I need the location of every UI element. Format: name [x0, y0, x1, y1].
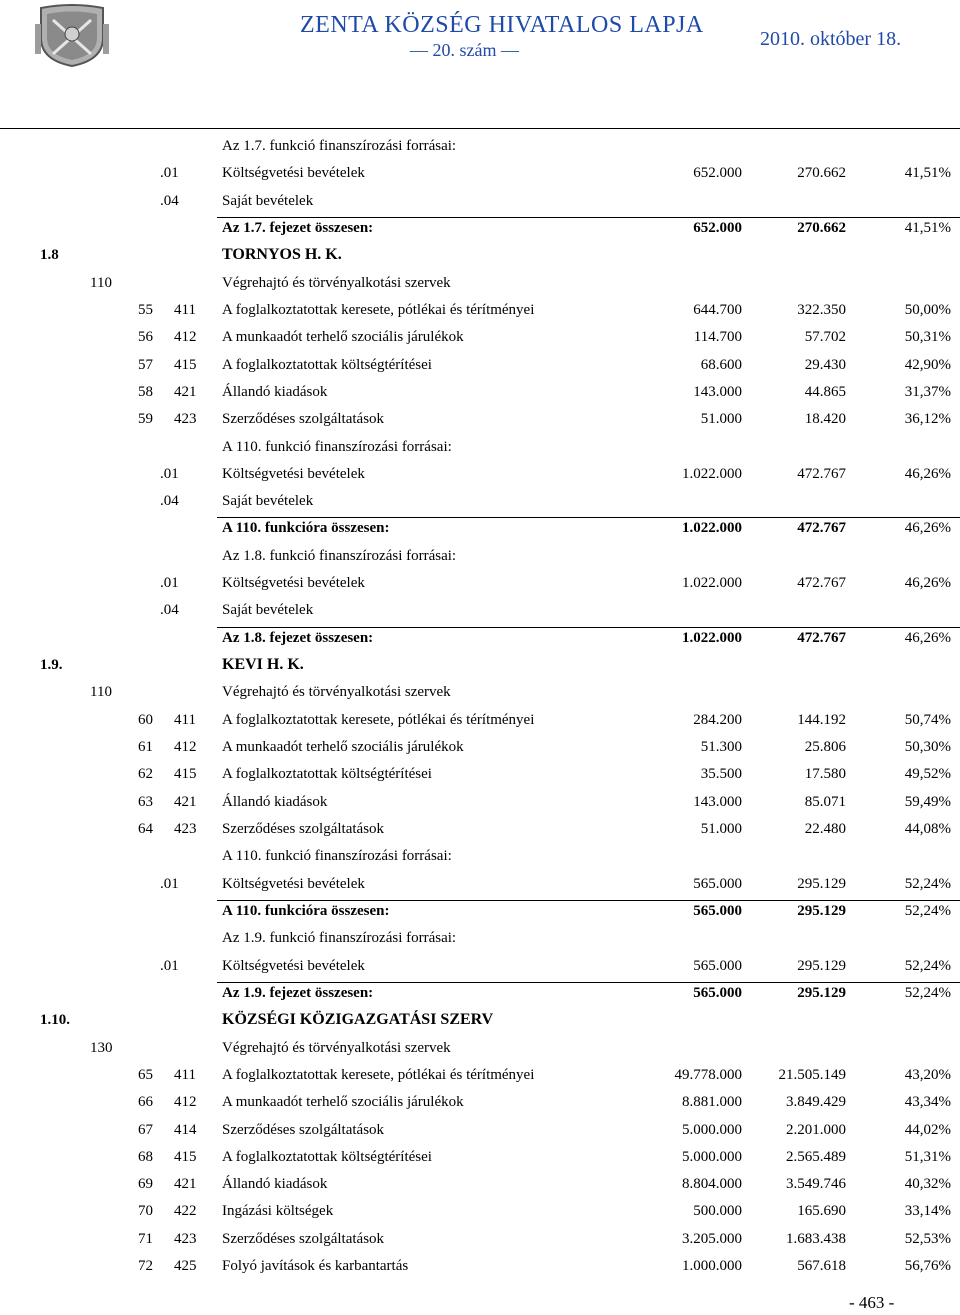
economic-code: 423	[174, 1230, 197, 1247]
table-row	[0, 133, 960, 160]
table-row	[0, 925, 960, 952]
planned-amount: 5.000.000	[682, 1121, 742, 1138]
funding-source-code: .01	[160, 957, 179, 974]
planned-amount: 49.778.000	[674, 1066, 742, 1083]
realized-amount: 144.192	[797, 711, 846, 728]
realization-percent: 44,08%	[904, 821, 951, 837]
table-row	[0, 1035, 960, 1062]
position-number: 69	[138, 1176, 153, 1193]
realized-amount: 270.662	[797, 165, 846, 182]
realized-amount: 165.690	[797, 1203, 846, 1220]
economic-code: 415	[174, 766, 197, 783]
position-number: 60	[138, 711, 153, 728]
table-row	[0, 543, 960, 570]
planned-amount: 143.000	[693, 383, 742, 400]
row-description: Saját bevételek	[222, 493, 314, 510]
funding-source-code: .01	[160, 165, 179, 182]
total-row	[0, 980, 960, 1007]
row-description: Ingázási költségek	[222, 1203, 334, 1220]
table-top-border	[0, 128, 960, 129]
economic-code: 411	[174, 711, 196, 728]
realized-amount: 322.350	[797, 301, 846, 318]
planned-amount: 565.000	[693, 875, 742, 892]
position-number: 70	[138, 1203, 153, 1220]
realized-amount: 567.618	[797, 1258, 846, 1275]
table-row	[0, 761, 960, 788]
table-row	[0, 1171, 960, 1198]
realized-amount: 18.420	[804, 411, 846, 428]
position-number: 65	[138, 1066, 153, 1083]
funding-source-code: .04	[160, 493, 179, 510]
realization-percent: 43,20%	[904, 1066, 951, 1083]
row-description: Az 1.9. fejezet összesen:	[222, 984, 374, 1001]
realized-amount: 472.767	[797, 465, 846, 482]
position-number: 56	[138, 329, 153, 346]
realization-percent: 50,74%	[904, 711, 951, 728]
economic-code: 415	[174, 356, 197, 373]
planned-amount: 644.700	[693, 301, 742, 318]
table-row	[0, 570, 960, 597]
funding-source-code: .01	[160, 875, 179, 892]
page-number: - 463 -	[849, 1293, 895, 1312]
row-description: Költségvetési bevételek	[222, 465, 365, 482]
issue-number: — 20. szám —	[410, 40, 519, 60]
journal-title: ZENTA KÖZSÉG HIVATALOS LAPJA	[300, 12, 704, 38]
table-row	[0, 242, 960, 269]
row-description: TORNYOS H. K.	[222, 246, 342, 264]
realization-percent: 40,32%	[904, 1176, 951, 1193]
page-header	[0, 0, 960, 75]
position-number: 67	[138, 1121, 153, 1138]
realized-amount: 2.201.000	[786, 1121, 846, 1138]
total-row	[0, 515, 960, 542]
table-row	[0, 1253, 960, 1280]
row-description: Szerződéses szolgáltatások	[222, 1121, 385, 1138]
realization-percent: 52,24%	[904, 984, 951, 1001]
realization-percent: 49,52%	[904, 766, 951, 783]
row-description: A munkaadót terhelő szociális járulékok	[222, 1094, 464, 1111]
economic-code: 425	[174, 1258, 197, 1275]
row-description: A foglalkoztatottak keresete, pótlékai és térítményei	[222, 301, 535, 318]
realized-amount: 472.767	[797, 575, 846, 592]
row-description: Állandó kiadások	[222, 1176, 328, 1193]
realization-percent: 36,12%	[904, 411, 951, 428]
position-number: 64	[138, 821, 153, 837]
position-number: 68	[138, 1148, 153, 1165]
realized-amount: 270.662	[797, 219, 846, 236]
economic-code: 414	[174, 1121, 197, 1138]
row-description: A foglalkoztatottak keresete, pótlékai és térítményei	[222, 711, 535, 728]
row-description: Állandó kiadások	[222, 793, 328, 810]
planned-amount: 652.000	[693, 165, 742, 182]
realization-percent: 46,26%	[904, 465, 951, 482]
row-description: Saját bevételek	[222, 192, 314, 209]
realization-percent: 50,30%	[904, 739, 951, 756]
planned-amount: 565.000	[693, 957, 742, 974]
position-number: 71	[138, 1230, 153, 1247]
total-row	[0, 215, 960, 242]
table-row	[0, 734, 960, 761]
row-description: A munkaadót terhelő szociális járulékok	[222, 739, 464, 756]
section-number: 1.9.	[40, 657, 63, 674]
realized-amount: 57.702	[804, 329, 846, 346]
table-row	[0, 707, 960, 734]
realized-amount: 21.505.149	[778, 1066, 846, 1083]
position-number: 59	[138, 411, 153, 428]
row-description: A 110. funkcióra összesen:	[222, 902, 390, 919]
table-row	[0, 1007, 960, 1034]
table-row	[0, 1089, 960, 1116]
planned-amount: 565.000	[693, 984, 742, 1001]
realized-amount: 22.480	[804, 821, 846, 837]
economic-code: 411	[174, 1066, 196, 1083]
table-row	[0, 843, 960, 870]
realization-percent: 59,49%	[904, 793, 951, 810]
planned-amount: 284.200	[693, 711, 742, 728]
table-row	[0, 488, 960, 515]
planned-amount: 1.022.000	[682, 465, 742, 482]
realization-percent: 41,51%	[904, 165, 951, 182]
realized-amount: 3.849.429	[786, 1094, 846, 1111]
position-number: 72	[138, 1258, 153, 1275]
row-description: Szerződéses szolgáltatások	[222, 411, 385, 428]
planned-amount: 652.000	[693, 219, 742, 236]
row-description: Költségvetési bevételek	[222, 875, 365, 892]
table-row	[0, 1144, 960, 1171]
planned-amount: 35.500	[700, 766, 742, 783]
table-row	[0, 379, 960, 406]
row-description: Az 1.7. fejezet összesen:	[222, 219, 374, 236]
row-description: Az 1.8. funkció finanszírozási forrásai:	[222, 547, 457, 564]
planned-amount: 500.000	[693, 1203, 742, 1220]
position-number: 58	[138, 383, 153, 400]
table-row	[0, 953, 960, 980]
row-description: A foglalkoztatottak keresete, pótlékai és térítményei	[222, 1066, 535, 1083]
row-description: Saját bevételek	[222, 602, 314, 619]
realization-percent: 50,31%	[904, 329, 951, 346]
section-number: 1.8	[40, 247, 59, 264]
table-row	[0, 871, 960, 898]
row-description: A munkaadót terhelő szociális járulékok	[222, 329, 464, 346]
planned-amount: 114.700	[693, 329, 742, 346]
total-row	[0, 898, 960, 925]
row-description: Az 1.8. fejezet összesen:	[222, 629, 374, 646]
realization-percent: 52,24%	[904, 902, 951, 919]
realized-amount: 25.806	[804, 739, 846, 756]
total-separator-line	[217, 217, 960, 218]
planned-amount: 8.804.000	[682, 1176, 742, 1193]
row-description: A 110. funkció finanszírozási forrásai:	[222, 848, 452, 865]
funding-source-code: .04	[160, 192, 179, 209]
position-number: 63	[138, 793, 153, 810]
function-code: 110	[90, 274, 112, 291]
planned-amount: 143.000	[693, 793, 742, 810]
economic-code: 412	[174, 329, 197, 346]
economic-code: 412	[174, 1094, 197, 1111]
table-row	[0, 1062, 960, 1089]
realization-percent: 52,24%	[904, 957, 951, 974]
realization-percent: 33,14%	[904, 1203, 951, 1220]
economic-code: 421	[174, 1176, 197, 1193]
table-row	[0, 406, 960, 433]
economic-code: 421	[174, 793, 197, 810]
table-row	[0, 597, 960, 624]
planned-amount: 68.600	[700, 356, 742, 373]
row-description: A foglalkoztatottak költségtérítései	[222, 1148, 432, 1165]
funding-source-code: .01	[160, 465, 179, 482]
realization-percent: 46,26%	[904, 575, 951, 592]
row-description: Az 1.9. funkció finanszírozási forrásai:	[222, 930, 457, 947]
realized-amount: 472.767	[797, 520, 846, 537]
planned-amount: 1.022.000	[682, 575, 742, 592]
realization-percent: 44,02%	[904, 1121, 951, 1138]
row-description: Szerződéses szolgáltatások	[222, 1230, 385, 1247]
row-description: KEVI H. K.	[222, 656, 304, 674]
realization-percent: 31,37%	[904, 383, 951, 400]
row-description: A foglalkoztatottak költségtérítései	[222, 356, 432, 373]
total-separator-line	[217, 517, 960, 518]
table-row	[0, 652, 960, 679]
realized-amount: 295.129	[797, 957, 846, 974]
table-row	[0, 270, 960, 297]
position-number: 61	[138, 739, 153, 756]
realized-amount: 17.580	[804, 766, 846, 783]
table-row	[0, 816, 960, 843]
coat-of-arms-logo	[33, 4, 111, 68]
realization-percent: 46,26%	[904, 520, 951, 537]
table-row	[0, 789, 960, 816]
realized-amount: 29.430	[804, 356, 846, 373]
function-code: 130	[90, 1039, 113, 1056]
planned-amount: 8.881.000	[682, 1094, 742, 1111]
row-description: KÖZSÉGI KÖZIGAZGATÁSI SZERV	[222, 1011, 494, 1029]
total-separator-line	[217, 982, 960, 983]
row-description: Szerződéses szolgáltatások	[222, 821, 385, 837]
table-row	[0, 434, 960, 461]
position-number: 55	[138, 301, 153, 318]
table-row	[0, 297, 960, 324]
realized-amount: 295.129	[797, 875, 846, 892]
position-number: 62	[138, 766, 153, 783]
row-description: Az 1.7. funkció finanszírozási forrásai:	[222, 138, 457, 154]
row-description: Végrehajtó és törvényalkotási szervek	[222, 274, 451, 291]
table-row	[0, 461, 960, 488]
total-row	[0, 625, 960, 652]
row-description: Végrehajtó és törvényalkotási szervek	[222, 684, 451, 701]
function-code: 110	[90, 684, 112, 701]
realization-percent: 51,31%	[904, 1148, 951, 1165]
position-number: 57	[138, 356, 153, 373]
row-description: A 110. funkcióra összesen:	[222, 520, 390, 537]
table-row	[0, 1117, 960, 1144]
row-description: Állandó kiadások	[222, 383, 328, 400]
realized-amount: 3.549.746	[786, 1176, 846, 1193]
table-row	[0, 1198, 960, 1225]
row-description: Költségvetési bevételek	[222, 165, 365, 182]
table-row	[0, 188, 960, 215]
realized-amount: 295.129	[797, 984, 846, 1001]
realization-percent: 56,76%	[904, 1258, 951, 1275]
realization-percent: 52,53%	[904, 1230, 951, 1247]
planned-amount: 1.022.000	[682, 629, 742, 646]
funding-source-code: .01	[160, 575, 179, 592]
economic-code: 423	[174, 411, 197, 428]
realized-amount: 44.865	[804, 383, 846, 400]
table-row	[0, 1226, 960, 1253]
economic-code: 422	[174, 1203, 197, 1220]
realized-amount: 472.767	[797, 629, 846, 646]
realization-percent: 50,00%	[904, 301, 951, 318]
total-separator-line	[217, 900, 960, 901]
economic-code: 423	[174, 821, 197, 837]
planned-amount: 51.000	[700, 821, 742, 837]
table-row	[0, 160, 960, 187]
planned-amount: 51.300	[700, 739, 742, 756]
realization-percent: 41,51%	[904, 219, 951, 236]
planned-amount: 1.022.000	[682, 520, 742, 537]
row-description: Költségvetési bevételek	[222, 575, 365, 592]
row-description: Költségvetési bevételek	[222, 957, 365, 974]
total-separator-line	[217, 627, 960, 628]
realization-percent: 46,26%	[904, 629, 951, 646]
realization-percent: 42,90%	[904, 356, 951, 373]
planned-amount: 51.000	[700, 411, 742, 428]
realization-percent: 52,24%	[904, 875, 951, 892]
planned-amount: 5.000.000	[682, 1148, 742, 1165]
realized-amount: 2.565.489	[786, 1148, 846, 1165]
planned-amount: 565.000	[693, 902, 742, 919]
realization-percent: 43,34%	[904, 1094, 951, 1111]
realized-amount: 85.071	[804, 793, 846, 810]
economic-code: 421	[174, 383, 197, 400]
row-description: A foglalkoztatottak költségtérítései	[222, 766, 432, 783]
position-number: 66	[138, 1094, 153, 1111]
realized-amount: 1.683.438	[786, 1230, 846, 1247]
table-row	[0, 352, 960, 379]
economic-code: 411	[174, 301, 196, 318]
funding-source-code: .04	[160, 602, 179, 619]
table-row	[0, 324, 960, 351]
row-description: A 110. funkció finanszírozási forrásai:	[222, 438, 452, 455]
economic-code: 415	[174, 1148, 197, 1165]
row-description: Folyó javítások és karbantartás	[222, 1258, 409, 1275]
economic-code: 412	[174, 739, 197, 756]
table-row	[0, 679, 960, 706]
realized-amount: 295.129	[797, 902, 846, 919]
row-description: Végrehajtó és törvényalkotási szervek	[222, 1039, 451, 1056]
issue-date: 2010. október 18.	[760, 28, 902, 50]
planned-amount: 1.000.000	[682, 1258, 742, 1275]
section-number: 1.10.	[40, 1012, 70, 1029]
planned-amount: 3.205.000	[682, 1230, 742, 1247]
